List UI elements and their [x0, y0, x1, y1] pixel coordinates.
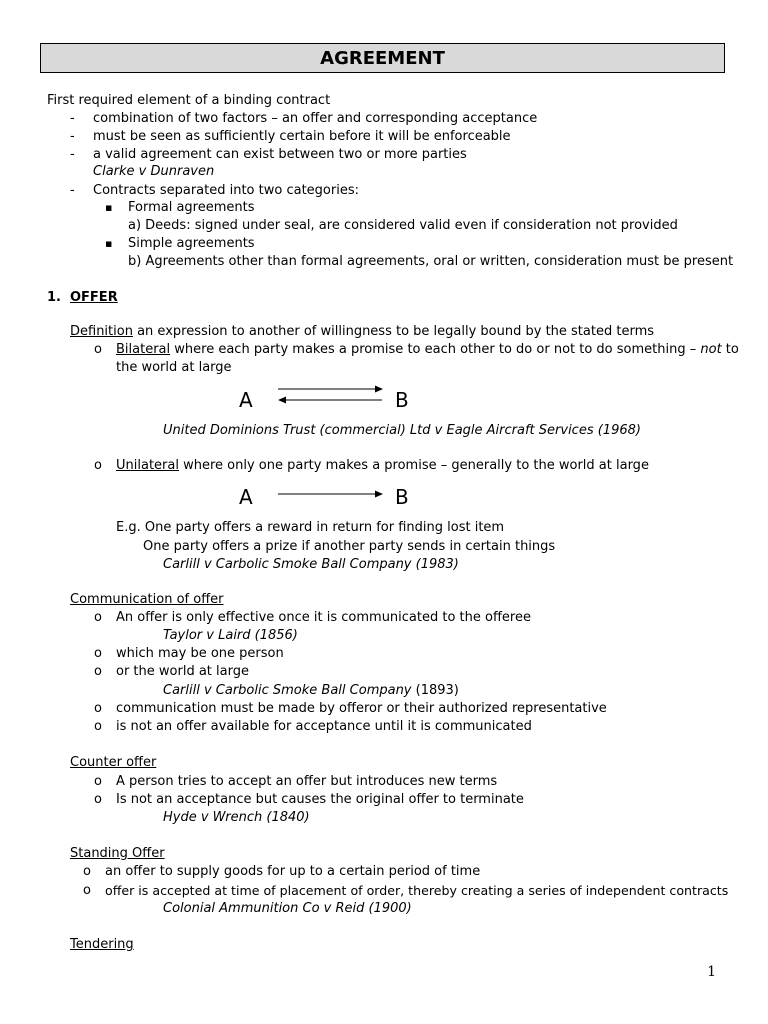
definition-label: Definition: [70, 324, 133, 339]
case-citation: United Dominions Trust (commercial) Ltd v Eagle Aircraft Services (1968): [163, 423, 641, 438]
case-citation: Colonial Ammunition Co v Reid (1900): [163, 901, 412, 916]
circle-bullet: o: [94, 701, 102, 716]
case-citation: Carlill v Carbolic Smoke Ball Company (1983): [163, 557, 459, 572]
case-citation: Clarke v Dunraven: [93, 164, 215, 179]
circle-bullet: o: [94, 646, 102, 661]
bilateral-text-end: to: [721, 342, 739, 357]
subheading-tendering: Tendering: [70, 937, 134, 952]
bilateral-label: Bilateral: [116, 342, 171, 357]
formal-agreements-label: Formal agreements: [128, 200, 255, 215]
arrow-right-icon: [278, 491, 383, 498]
communication-point-2: which may be one person: [116, 646, 284, 661]
bilateral-text: where each party makes a promise to each other to do or not to do something –: [170, 342, 701, 357]
party-b-label: B: [395, 485, 409, 509]
circle-bullet: o: [94, 664, 102, 679]
square-bullet: ▪: [105, 201, 113, 214]
simple-agreements-label: Simple agreements: [128, 236, 255, 251]
dash-bullet: -: [70, 183, 75, 198]
subheading-counter-offer: Counter offer: [70, 755, 157, 770]
circle-bullet: o: [94, 719, 102, 734]
unilateral-text: where only one party makes a promise – generally to the world at large: [178, 458, 649, 473]
page-title: AGREEMENT: [320, 47, 445, 69]
bilateral-line-2: the world at large: [116, 360, 232, 375]
unilateral-arrow-diagram: [276, 487, 386, 501]
section-number: 1.: [47, 290, 61, 305]
case-citation-line: [163, 683, 459, 699]
example-line-1: E.g. One party offers a reward in return for finding lost item: [116, 520, 505, 535]
standing-point-2: offer is accepted at time of placement of order, thereby creating a series of independent contracts: [105, 883, 729, 898]
page-number: 1: [707, 964, 716, 980]
section-heading-offer: OFFER: [70, 290, 118, 305]
bilateral-not: not: [700, 342, 722, 357]
case-citation: Carlill v Carbolic Smoke Ball Company: [163, 683, 412, 698]
definition-line: [70, 324, 654, 340]
bilateral-line: [116, 342, 739, 358]
formal-agreements-detail: a) Deeds: signed under seal, are considered valid even if consideration not provided: [128, 218, 678, 233]
dash-bullet: -: [70, 129, 75, 144]
party-a-label: A: [239, 485, 253, 509]
bilateral-arrows-diagram: [276, 384, 386, 406]
definition-text: an expression to another of willingness to be legally bound by the stated terms: [132, 324, 655, 339]
circle-bullet: o: [94, 458, 102, 473]
circle-bullet: o: [94, 342, 102, 357]
example-line-2: One party offers a prize if another party sends in certain things: [143, 539, 556, 554]
case-year: (1893): [411, 683, 459, 698]
case-citation: Hyde v Wrench (1840): [163, 810, 310, 825]
arrow-left-icon: [278, 397, 382, 404]
square-bullet: ▪: [105, 237, 113, 250]
circle-bullet: o: [83, 883, 91, 898]
communication-point-4: communication must be made by offeror or their authorized representative: [116, 701, 607, 716]
title-banner: [40, 43, 725, 73]
unilateral-label: Unilateral: [116, 458, 179, 473]
communication-point-5: is not an offer available for acceptance until it is communicated: [116, 719, 532, 734]
party-a-label: A: [239, 388, 253, 412]
dash-bullet: -: [70, 111, 75, 126]
arrow-right-icon: [278, 386, 383, 393]
intro-point-1: combination of two factors – an offer and corresponding acceptance: [93, 111, 538, 126]
communication-point-3: or the world at large: [116, 664, 249, 679]
simple-agreements-detail: b) Agreements other than formal agreements, oral or written, consideration must be present: [128, 254, 734, 269]
circle-bullet: o: [94, 792, 102, 807]
dash-bullet: -: [70, 147, 75, 162]
circle-bullet: o: [83, 864, 91, 879]
intro-point-2: must be seen as sufficiently certain before it will be enforceable: [93, 129, 511, 144]
intro-point-4: Contracts separated into two categories:: [93, 183, 359, 198]
counter-point-1: A person tries to accept an offer but introduces new terms: [116, 774, 498, 789]
intro-lead: First required element of a binding contract: [47, 93, 331, 108]
intro-point-3: a valid agreement can exist between two or more parties: [93, 147, 467, 162]
case-citation: Taylor v Laird (1856): [163, 628, 298, 643]
unilateral-line: [116, 458, 649, 474]
counter-point-2: Is not an acceptance but causes the original offer to terminate: [116, 792, 524, 807]
circle-bullet: o: [94, 774, 102, 789]
subheading-communication: Communication of offer: [70, 592, 224, 607]
standing-point-1: an offer to supply goods for up to a certain period of time: [105, 864, 481, 879]
party-b-label: B: [395, 388, 409, 412]
communication-point-1: An offer is only effective once it is communicated to the offeree: [116, 610, 531, 625]
subheading-standing-offer: Standing Offer: [70, 846, 165, 861]
circle-bullet: o: [94, 610, 102, 625]
